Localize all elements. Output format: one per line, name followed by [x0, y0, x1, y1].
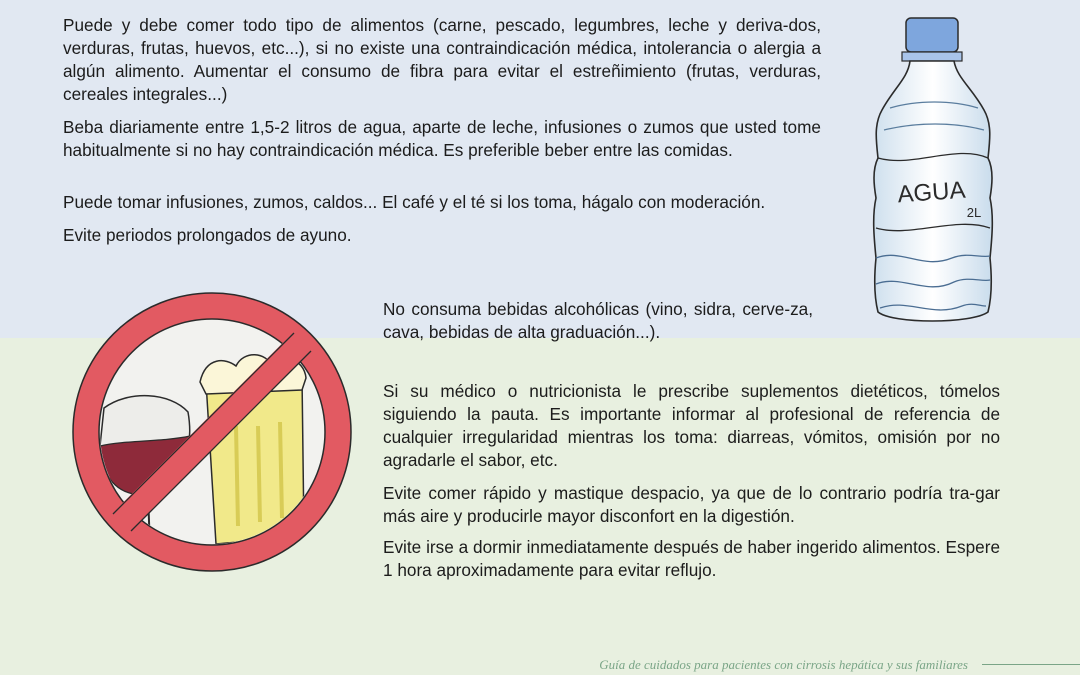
- footer-rule: [982, 664, 1080, 665]
- diet-foods-paragraph: Puede y debe comer todo tipo de alimentos (carne, pescado, legumbres, leche y deriva-dos, verduras, frutas, huevos, etc...), si no existe una contraindicación médica, intolerancia o alergia a algún alimento. Aumentar el consumo de fibra para evitar el estreñimiento (frutas, verduras, cereales integrales...): [63, 15, 821, 104]
- infusions-paragraph: Puede tomar infusiones, zumos, caldos... El café y el té si los toma, hágalo con moderación.: [63, 192, 766, 212]
- footer-guide-title: Guía de cuidados para pacientes con cirrosis hepática y sus familiares: [599, 657, 968, 672]
- reflux-paragraph: Evite irse a dormir inmediatamente después de haber ingerido alimentos. Espere 1 hora aproximadamente para evitar reflujo.: [383, 537, 1000, 580]
- no-alcohol-paragraph: No consuma bebidas alcohólicas (vino, sidra, cerve-za, cava, bebidas de alta graduación...).: [383, 299, 813, 342]
- water-intake-paragraph: Beba diariamente entre 1,5-2 litros de agua, aparte de leche, infusiones o zumos que usted tome habitualmente si no hay contraindicación médica. Es preferible beber entre las comidas.: [63, 117, 821, 160]
- water-bottle-icon: [862, 12, 1002, 330]
- bottle-label-text: AGUA: [896, 176, 967, 209]
- chewing-paragraph: Evite comer rápido y mastique despacio, ya que de lo contrario podría tra-gar más aire y producirle mayor disconfort en la digestión.: [383, 483, 1000, 526]
- no-alcohol-icon: [66, 286, 356, 576]
- supplements-paragraph: Si su médico o nutricionista le prescribe suplementos dietéticos, tómelos siguiendo la pauta. Es importante informar al profesional de referencia de cualquier irregularidad mientras los toma: diarreas, vómitos, omisión por no agradarle el sabor, etc.: [383, 381, 1000, 470]
- bottle-volume-text: 2L: [966, 205, 982, 220]
- fasting-paragraph: Evite periodos prolongados de ayuno.: [63, 225, 352, 245]
